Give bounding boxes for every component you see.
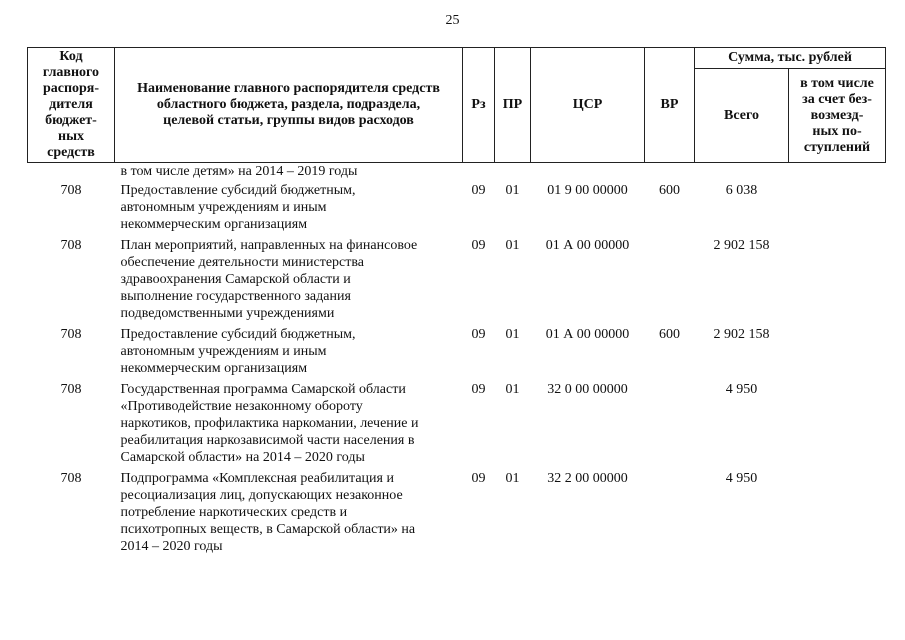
- cell-pr: 01: [505, 471, 520, 486]
- cell-total: 4 950: [725, 382, 758, 397]
- cell-total: 2 902 158: [713, 327, 770, 342]
- cell-rz: 09: [471, 471, 486, 486]
- cell-rz: 09: [471, 238, 486, 253]
- cell-name-line: Государственная программа Самарской области: [120, 382, 406, 397]
- header-incl: [789, 69, 886, 163]
- header-code-line: главного: [42, 65, 100, 80]
- table-row: [28, 470, 886, 559]
- cell-name-line: Самарской области» на 2014 – 2020 годы: [120, 450, 365, 465]
- cell-incl: [789, 470, 886, 559]
- cell-csr: 01 А 00 00000: [545, 238, 630, 253]
- header-incl-line: возмезд-: [810, 107, 864, 123]
- continuation-text: в том числе детям» на 2014 – 2019 годы: [120, 164, 358, 179]
- header-name-line: целевой статьи, группы видов расходов: [163, 113, 414, 128]
- cell-code: 708: [60, 327, 82, 342]
- cell-name: [115, 381, 463, 470]
- table-header: [28, 48, 886, 163]
- cell-pr: 01: [505, 327, 520, 342]
- cell-name-line: выполнение государственного задания: [120, 289, 351, 304]
- header-csr: ЦСР: [531, 48, 645, 163]
- cell-name-line: автономным учреждениям и иным: [120, 200, 327, 215]
- cell-csr: 01 9 00 00000: [547, 183, 628, 198]
- header-code-line: средств: [47, 145, 95, 160]
- cell-pr: 01: [505, 238, 520, 253]
- header-total: Всего: [695, 69, 789, 163]
- cell-code: 708: [60, 238, 82, 253]
- cell-incl: [789, 237, 886, 326]
- cell-name: [115, 326, 463, 381]
- cell-incl: [789, 381, 886, 470]
- cell-name: [115, 237, 463, 326]
- header-sum-group: Сумма, тыс. рублей: [695, 48, 886, 69]
- cell-csr: 32 2 00 00000: [547, 471, 628, 486]
- cell-vr: [645, 237, 695, 326]
- table-row: [28, 182, 886, 237]
- cell-rz: 09: [471, 327, 486, 342]
- header-incl-line: ступлений: [803, 139, 871, 155]
- cell-vr: 600: [659, 183, 680, 198]
- cell-incl: [789, 326, 886, 381]
- table-row: [28, 326, 886, 381]
- budget-table: [27, 47, 886, 559]
- cell-name-line: автономным учреждениям и иным: [120, 344, 327, 359]
- cell-vr: [645, 470, 695, 559]
- header-incl-line: за счет без-: [802, 91, 872, 107]
- header-code-line: ных: [58, 129, 84, 144]
- continuation-row: [28, 163, 886, 183]
- cell-pr: 01: [505, 382, 520, 397]
- header-name: [115, 48, 463, 163]
- header-code-line: Код: [59, 49, 83, 64]
- cell-name-line: обеспечение деятельности министерства: [120, 255, 365, 270]
- cell-name-line: ресоциализация лиц, допускающих незаконное: [120, 488, 403, 503]
- cell-name-line: Предоставление субсидий бюджетным,: [120, 183, 356, 198]
- page-number: 25: [445, 13, 460, 28]
- cell-name-line: психотропных веществ, в Самарской области» на: [120, 522, 416, 537]
- cell-pr: 01: [505, 183, 520, 198]
- header-rz: Рз: [463, 48, 495, 163]
- header-name-line: областного бюджета, раздела, подраздела,: [156, 97, 421, 112]
- header-name-line: Наименование главного распорядителя средств: [137, 81, 440, 96]
- cell-code: 708: [60, 471, 82, 486]
- cell-name-line: здравоохранения Самарской области и: [120, 272, 351, 287]
- cell-vr: 600: [659, 327, 680, 342]
- cell-total: 2 902 158: [713, 238, 770, 253]
- header-incl-line: в том числе: [800, 75, 874, 91]
- cell-name-line: наркотиков, профилактика наркомании, лечение и: [120, 416, 419, 431]
- cell-incl: [789, 182, 886, 237]
- cell-code: 708: [60, 382, 82, 397]
- cell-name-line: План мероприятий, направленных на финансовое: [120, 238, 418, 253]
- cell-rz: 09: [471, 382, 486, 397]
- header-code-line: бюджет-: [45, 113, 97, 128]
- header-pr: ПР: [495, 48, 531, 163]
- cell-code: 708: [60, 183, 82, 198]
- cell-name-line: Подпрограмма «Комплексная реабилитация и: [120, 471, 394, 486]
- cell-name-line: Предоставление субсидий бюджетным,: [120, 327, 356, 342]
- cell-name-line: подведомственными учреждениями: [120, 306, 335, 321]
- cell-rz: 09: [471, 183, 486, 198]
- table-row: [28, 381, 886, 470]
- cell-name: [115, 470, 463, 559]
- table-body: [28, 163, 886, 560]
- cell-csr: 01 А 00 00000: [545, 327, 630, 342]
- cell-name-line: 2014 – 2020 годы: [120, 539, 223, 554]
- cell-name-line: «Противодействие незаконному обороту: [120, 399, 363, 414]
- header-code: [28, 48, 115, 163]
- cell-csr: 32 0 00 00000: [547, 382, 628, 397]
- header-vr: ВР: [645, 48, 695, 163]
- header-code-line: дителя: [49, 97, 93, 112]
- cell-total: 6 038: [725, 183, 758, 198]
- cell-name-line: некоммерческим организациям: [120, 361, 308, 376]
- cell-name-line: реабилитация наркозависимой части населения в: [120, 433, 415, 448]
- cell-name-line: потребление наркотических средств и: [120, 505, 348, 520]
- cell-name-line: некоммерческим организациям: [120, 217, 308, 232]
- header-code-line: распоря-: [42, 81, 100, 96]
- cell-vr: [645, 381, 695, 470]
- cell-name: [115, 182, 463, 237]
- header-incl-line: ных по-: [812, 123, 862, 139]
- table-row: [28, 237, 886, 326]
- cell-total: 4 950: [725, 471, 758, 486]
